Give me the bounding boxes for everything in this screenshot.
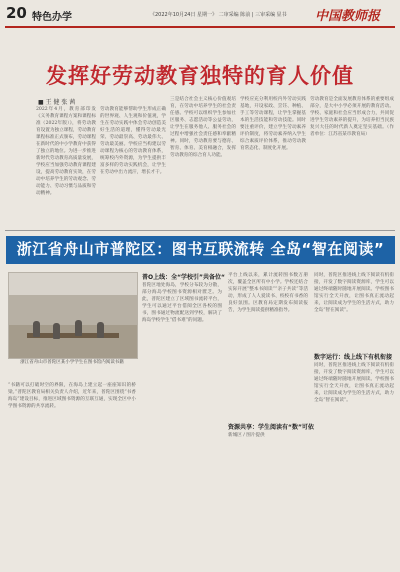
photo-ceiling [9, 273, 137, 295]
photo-student [75, 320, 82, 336]
article2-column-4a: 同时，普陀区推进线上线下阅读有机衔接，开发了数字阅读资源库，学生可以通过终端随时随地开展阅读。学校图书馆实行全天开放，让图书真正流动起来，让阅读成为学生的生活方式，助力全岛“智在阅读”。 [314, 273, 394, 313]
dateline: 《2022年10月24日 星期一》 二审采编 陈前 | 三审采编 显书 [150, 12, 287, 18]
section-divider [5, 230, 395, 231]
article2-subhead-2: 数字运行：线上线下有机衔接 [314, 354, 393, 361]
masthead-logo: 中国教师报 [315, 9, 381, 24]
article1-column-4: 学校应充分利用校内外劳动实践基地，开设家政、烹饪、种植、手工等劳动课程，让学生掌握基本的生活技能和劳动技能。同时要注重评价，建立学生劳动素养评价制度，将劳动素养纳入学生综合素质评价体系，推动劳动教育常态化、制度化开展。 [240, 97, 306, 151]
article2-column-2: 普陀区地处海岛，学校分布较为分散，部分海岛学校图书资源相对匮乏。为此，普陀区建立了区域图书流转平台，学生可以通过平台借阅全区各校的图书，图书通过物流配送到学校，解决了海岛学校学生“借书难”的问题。 [142, 283, 222, 323]
page-number: 20 [6, 4, 27, 22]
section-title: 特色办学 [32, 12, 72, 23]
article1-column-1: 2022年4月，教育部印发《义务教育课程方案和课程标准（2022年版）》，将劳动教育设置为独立课程，劳动教育课程标准正式颁布，劳动课程在新时代的中小学教育中获得了独立的地位。为进一步推进新时代劳动教育高质量发展，学校应当加强劳动教育课程建设，提高劳动教育实效，在劳动中培养学生的劳动观念、劳动能力、劳动习惯与品质和劳动精神。 [36, 107, 96, 196]
photo-student [97, 322, 104, 338]
photo-floor [9, 325, 137, 358]
library-photo [8, 272, 138, 359]
article1-headline: 发挥好劳动教育独特的育人价值 [46, 63, 354, 88]
photo-bookshelf-wall [9, 295, 137, 325]
header-rule [5, 26, 395, 28]
photo-student [53, 323, 60, 339]
article2-lead-text: “书籍可以打破时空的界限，在海岛上建立起一座座知识的桥梁。”普陀区教育局相关负责人介绍，近年来，普陀区围绕“书香海岛”建设目标，推进区域图书资源的互联互通，实现全区中小学图书资源的共享流转。 [8, 383, 136, 409]
photo-table [27, 333, 119, 338]
article1-column-3: 三是结合社会主义核心价值观培育，在劳动中培养学生的社会责任感。学校可以组织学生参加社区服务、志愿活动等公益劳动，让学生在服务他人、服务社会的过程中增强社会责任感和奉献精神。同时，劳动教育要与德育、智育、体育、美育相融合，发挥劳动教育的综合育人功能。 [170, 97, 236, 158]
article1-byline: ■ 王 健 张 茜 [38, 99, 76, 106]
article2-headline: 浙江省舟山市普陀区：图书互联流转 全岛“智在阅读” [16, 240, 385, 258]
photo-student [33, 321, 40, 337]
article2-subhead-1: 普O上线：全“学校引”共备位“ [142, 274, 225, 281]
article2-subhead-3: 资源共享：学生阅读有“数”可依 [228, 424, 314, 431]
article2-column-3: 平台上线以来，累计流转图书数万册次，覆盖全区所有中小学。学校还结合实际开展“整本书阅读”“亲子共读”等活动，形成了人人爱读书、校校有书香的良好氛围。区教育局定期发布阅读报告，为学生阅读提供精准指导。 [228, 273, 308, 313]
article2-column-3b: 新城区 / 图片提供 [228, 433, 265, 438]
article1-column-5: 劳动教育是全面发展教育体系的重要组成部分，是大中小学必须开展的教育活动。学校、家庭和社会应当形成合力，共同促进学生劳动素养的提升，为培养担当民族复兴大任的时代新人奠定坚实基础。（作者单位：江苏省某市教育局） [310, 97, 394, 137]
article1-column-2: 劳动教育能够帮助学生形成正确的世界观、人生观和价值观，学生在劳动实践中体会劳动创造美好生活的道理，懂得劳动最光荣、劳动最崇高、劳动最伟大、劳动最美丽。学校应当构建以劳动课程为核心的劳动教育体系，统筹校内外资源，为学生提供丰富多样的劳动实践机会，让学生在劳动中出力流汗，增长才干。 [100, 107, 166, 175]
article2-column-4b: 同时，普陀区推进线上线下阅读有机衔接，开发了数字阅读资源库，学生可以通过终端随时随地开展阅读。学校图书馆实行全天开放，让图书真正流动起来，让阅读成为学生的生活方式，助力全岛“智在阅读”。 [314, 363, 394, 403]
photo-caption: 浙江省舟山市普陀区某小学学生在图书馆内阅读书籍 [20, 360, 124, 365]
